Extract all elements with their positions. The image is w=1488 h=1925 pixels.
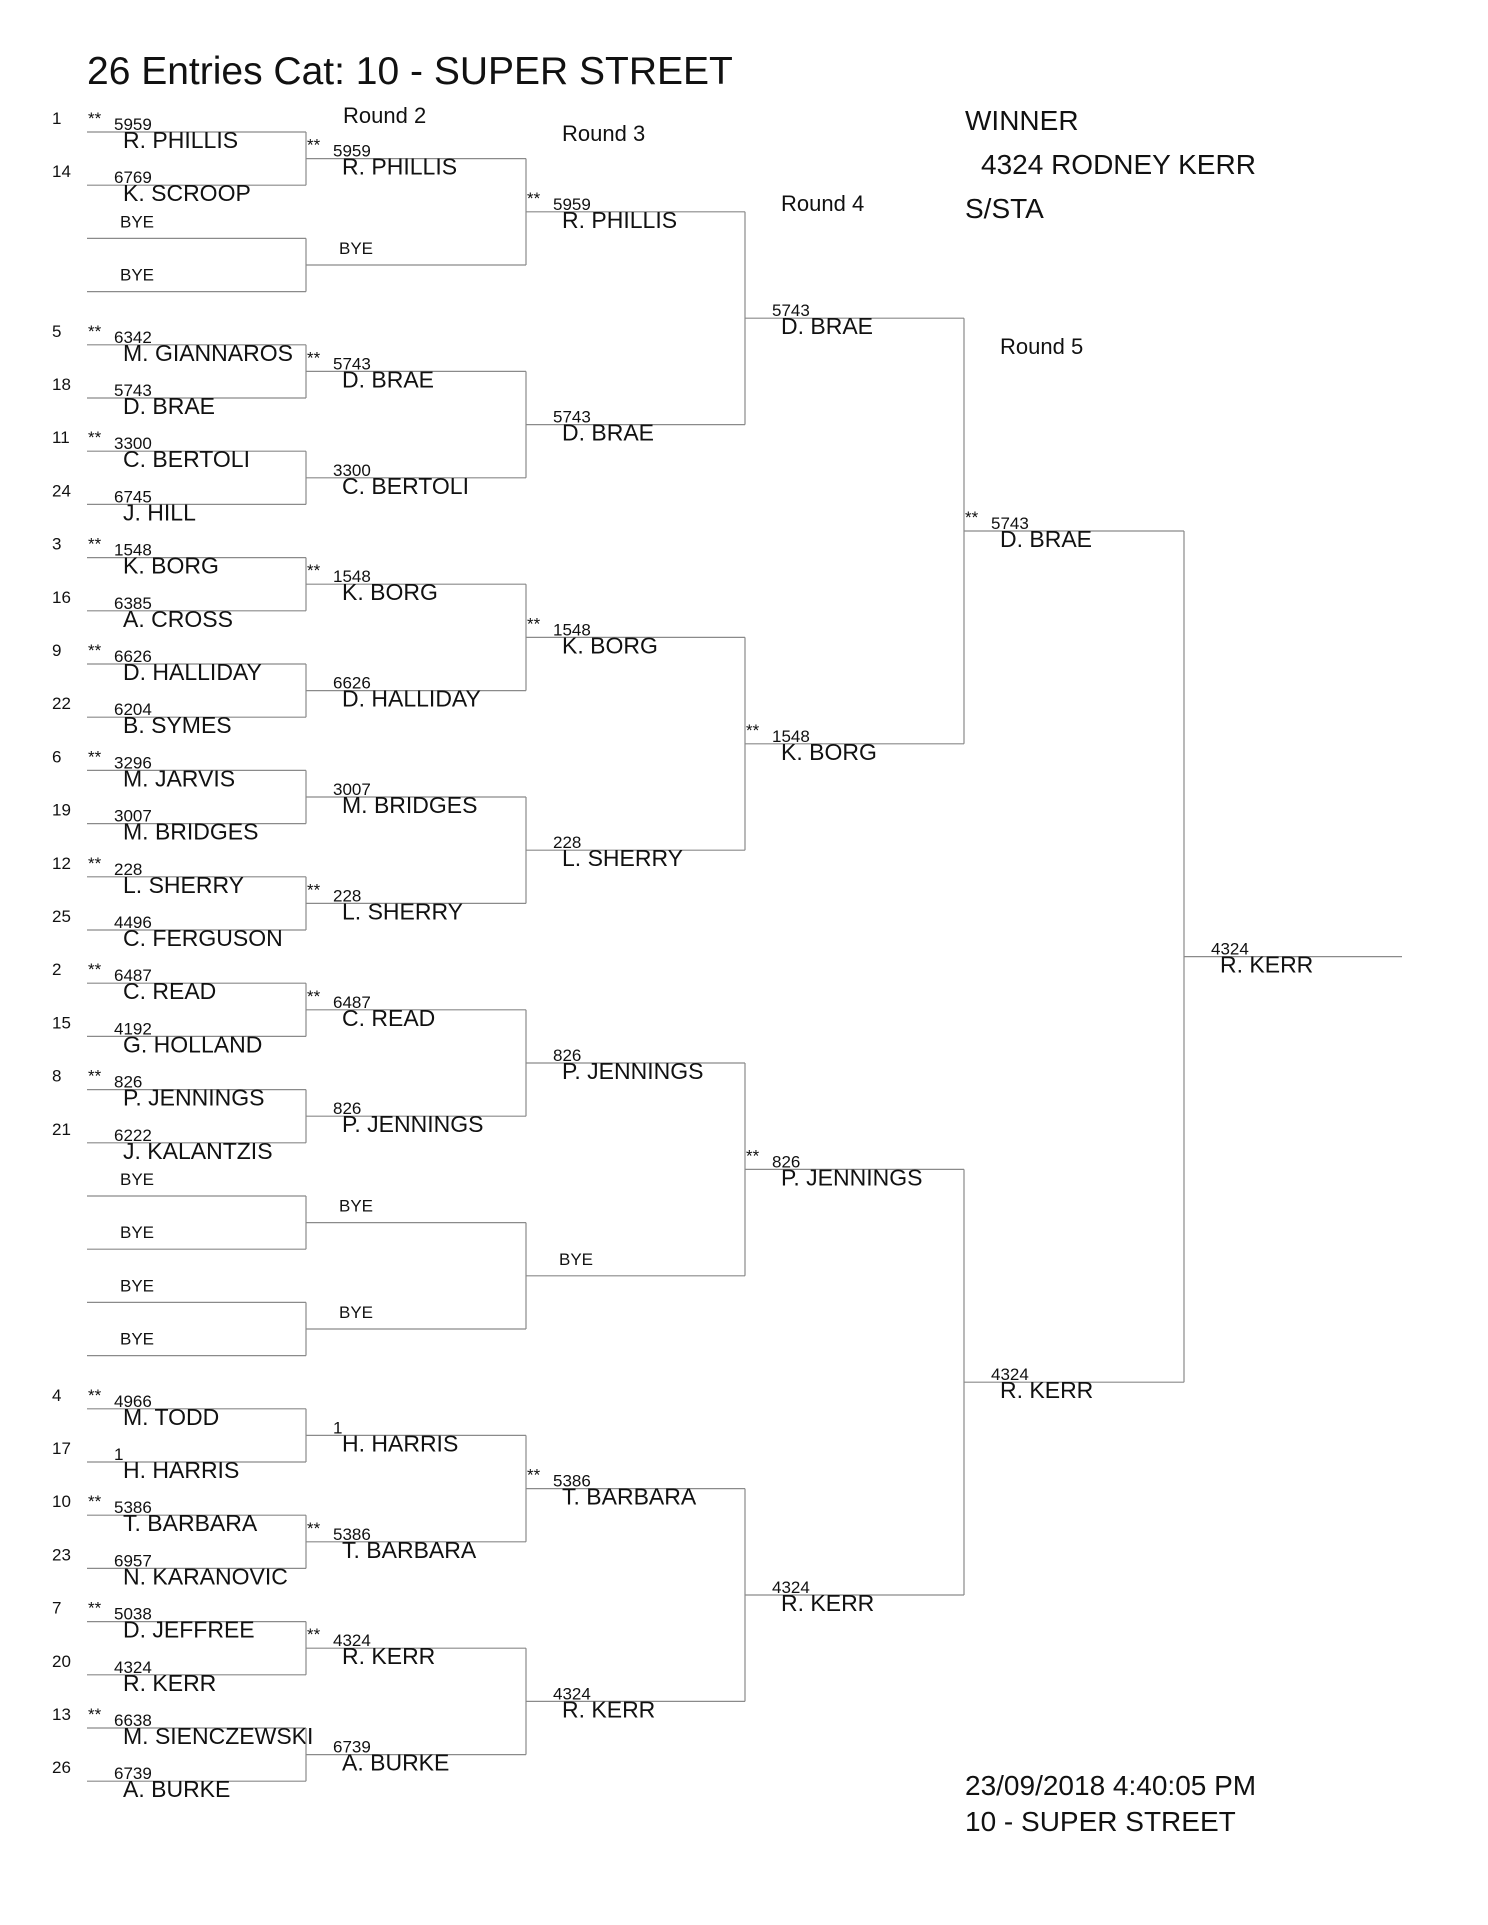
competitor-number: 4324 (114, 1657, 152, 1677)
competitor-name: K. SCROOP (123, 180, 251, 207)
seed-marker: ** (88, 960, 102, 980)
competitor-name: G. HOLLAND (123, 1031, 263, 1058)
competitor-number: 6342 (114, 327, 152, 347)
draw-position: 11 (52, 428, 70, 448)
seed-marker: ** (746, 1146, 760, 1166)
competitor-name: T. BARBARA (562, 1483, 697, 1510)
bye-entry: BYE (120, 1329, 155, 1349)
competitor-number: 6739 (114, 1764, 152, 1784)
competitor-name: A. BURKE (123, 1776, 231, 1803)
round-2-label: Round 2 (343, 103, 427, 128)
competitor-name: H. HARRIS (123, 1457, 240, 1483)
seed-marker: ** (746, 720, 760, 740)
competitor-number: 5386 (114, 1498, 152, 1518)
seed-marker: ** (88, 1598, 102, 1618)
competitor-number: 826 (114, 1072, 143, 1092)
draw-position: 19 (52, 800, 71, 820)
draw-position: 2 (52, 960, 62, 980)
competitor-number: 3300 (333, 460, 371, 480)
competitor-number: 1548 (772, 726, 810, 746)
draw-position: 26 (52, 1758, 71, 1778)
seed-marker: ** (307, 135, 321, 155)
competitor-number: 228 (553, 833, 582, 853)
competitor-name: D. BRAE (1000, 526, 1093, 552)
competitor-name: L. SHERRY (342, 898, 464, 925)
draw-position: 9 (52, 641, 62, 660)
competitor-name: M. JARVIS (123, 765, 236, 792)
competitor-name: R. KERR (123, 1669, 217, 1696)
competitor-name: M. BRIDGES (342, 792, 478, 818)
competitor-name: R. PHILLIS (562, 206, 678, 233)
competitor-number: 5038 (114, 1604, 152, 1624)
competitor-name: R. KERR (1000, 1377, 1094, 1404)
competitor-name: D. HALLIDAY (123, 659, 262, 685)
round-5-label: Round 5 (1000, 334, 1084, 359)
seed-marker: ** (965, 508, 979, 527)
competitor-number: 5959 (553, 194, 591, 214)
competitor-number: 3296 (114, 753, 152, 773)
seed-marker: ** (88, 321, 102, 341)
bye-entry: BYE (559, 1249, 594, 1269)
competitor-name: R. KERR (781, 1590, 875, 1616)
competitor-name: K. BORG (342, 579, 438, 606)
competitor-name: B. SYMES (123, 712, 232, 739)
draw-position: 23 (52, 1545, 71, 1565)
draw-position: 15 (52, 1013, 71, 1033)
competitor-name: P. JENNINGS (781, 1164, 923, 1191)
draw-position: 20 (52, 1651, 71, 1671)
footer-category: 10 - SUPER STREET (965, 1806, 1236, 1837)
competitor-name: C. BERTOLI (123, 446, 250, 473)
seed-marker: ** (527, 188, 541, 208)
competitor-number: 6769 (114, 168, 152, 188)
competitor-name: N. KARANOVIC (123, 1563, 288, 1590)
competitor-number: 6638 (114, 1711, 152, 1730)
seed-marker: ** (88, 1492, 102, 1512)
competitor-number: 5743 (772, 301, 810, 321)
footer-datetime: 23/09/2018 4:40:05 PM (965, 1770, 1257, 1801)
bye-entry: BYE (339, 1303, 374, 1322)
bye-entry: BYE (120, 1276, 155, 1296)
competitor-name: L. SHERRY (123, 871, 245, 898)
competitor-number: 5743 (114, 381, 152, 400)
competitor-number: 3007 (114, 806, 152, 826)
competitor-number: 6204 (114, 700, 152, 720)
draw-position: 1 (52, 109, 62, 128)
seed-marker: ** (307, 1518, 321, 1538)
competitor-name: M. SIENCZEWSKI (123, 1723, 314, 1749)
competitor-number: 826 (553, 1046, 582, 1065)
seed-marker: ** (527, 1465, 541, 1485)
winner-heading: WINNER (965, 105, 1079, 136)
competitor-number: 5743 (553, 407, 591, 427)
seed-marker: ** (307, 348, 321, 368)
winner-club: S/STA (965, 193, 1044, 224)
draw-position: 14 (52, 162, 71, 182)
competitor-name: P. JENNINGS (123, 1084, 265, 1111)
competitor-name: M. BRIDGES (123, 818, 259, 845)
bye-entry: BYE (120, 265, 155, 285)
seed-marker: ** (88, 853, 102, 873)
competitor-name: M. TODD (123, 1403, 220, 1430)
seed-marker: ** (88, 1385, 102, 1405)
seed-marker: ** (88, 109, 102, 128)
draw-position: 18 (52, 375, 71, 394)
competitor-name: A. BURKE (342, 1749, 450, 1776)
draw-position: 8 (52, 1066, 62, 1086)
draw-position: 5 (52, 321, 62, 341)
competitor-name: P. JENNINGS (342, 1111, 484, 1138)
competitor-name: D. HALLIDAY (342, 685, 481, 712)
draw-position: 4 (52, 1385, 62, 1405)
competitor-name: H. HARRIS (342, 1430, 459, 1457)
competitor-name: R. KERR (342, 1643, 436, 1670)
draw-position: 17 (52, 1439, 71, 1458)
competitor-name: D. JEFFREE (123, 1616, 255, 1643)
competitor-number: 4324 (772, 1578, 810, 1597)
competitor-name: P. JENNINGS (562, 1058, 704, 1084)
competitor-number: 4192 (114, 1019, 152, 1039)
competitor-number: 826 (772, 1152, 801, 1172)
competitor-number: 4324 (1211, 939, 1249, 959)
draw-position: 16 (52, 587, 71, 607)
seed-marker: ** (88, 641, 102, 660)
competitor-number: 6626 (333, 673, 371, 693)
competitor-number: 4324 (991, 1365, 1029, 1385)
draw-position: 10 (52, 1492, 71, 1512)
bye-entry: BYE (339, 1196, 374, 1216)
competitor-name: C. READ (123, 978, 217, 1005)
competitor-number: 5959 (114, 115, 152, 134)
competitor-name: T. BARBARA (342, 1536, 477, 1563)
competitor-name: R. KERR (1220, 951, 1314, 978)
competitor-number: 6487 (333, 992, 371, 1012)
draw-position: 6 (52, 747, 62, 767)
competitor-name: K. BORG (562, 632, 658, 659)
bye-entry: BYE (120, 1170, 155, 1189)
competitor-number: 4496 (114, 913, 152, 932)
competitor-number: 5386 (553, 1471, 591, 1491)
competitor-number: 1548 (333, 567, 371, 587)
draw-position: 25 (52, 907, 71, 926)
seed-marker: ** (88, 428, 102, 448)
competitor-number: 826 (333, 1099, 362, 1119)
competitor-name: M. GIANNAROS (123, 339, 293, 366)
competitor-number: 5386 (333, 1524, 371, 1544)
round-3-label: Round 3 (562, 121, 646, 146)
competitor-name: C. READ (342, 1004, 436, 1031)
competitor-name: R. PHILLIS (342, 153, 458, 180)
competitor-name: K. BORG (123, 552, 219, 579)
seed-marker: ** (88, 534, 102, 554)
competitor-number: 1548 (553, 620, 591, 640)
competitor-number: 6626 (114, 647, 152, 666)
competitor-number: 1 (333, 1418, 343, 1438)
competitor-number: 5743 (991, 514, 1029, 533)
bye-entry: BYE (339, 239, 374, 258)
round-4-label: Round 4 (781, 191, 865, 216)
draw-position: 13 (52, 1705, 71, 1724)
draw-position: 21 (52, 1119, 71, 1139)
competitor-number: 6739 (333, 1737, 371, 1757)
competitor-name: C. BERTOLI (342, 472, 469, 499)
competitor-number: 1 (114, 1445, 124, 1464)
seed-marker: ** (88, 747, 102, 767)
competitor-number: 3300 (114, 434, 152, 454)
competitor-number: 228 (114, 859, 143, 879)
seed-marker: ** (88, 1066, 102, 1086)
competitor-name: J. HILL (123, 499, 196, 526)
competitor-number: 1548 (114, 540, 152, 560)
competitor-name: T. BARBARA (123, 1510, 258, 1537)
competitor-number: 6385 (114, 593, 152, 613)
competitor-name: D. BRAE (123, 393, 216, 419)
bye-entry: BYE (120, 1223, 155, 1243)
competitor-name: D. BRAE (562, 419, 655, 446)
competitor-name: C. FERGUSON (123, 925, 283, 951)
seed-marker: ** (88, 1705, 102, 1724)
competitor-name: R. PHILLIS (123, 127, 239, 153)
competitor-name: R. KERR (562, 1696, 656, 1723)
competitor-number: 5743 (333, 354, 371, 374)
seed-marker: ** (307, 986, 321, 1006)
competitor-number: 228 (333, 886, 362, 906)
competitor-number: 4966 (114, 1391, 152, 1411)
competitor-name: D. BRAE (342, 366, 435, 393)
seed-marker: ** (307, 1625, 321, 1645)
competitor-name: K. BORG (781, 738, 877, 765)
winner-line: 4324 RODNEY KERR (981, 149, 1256, 180)
draw-position: 24 (52, 481, 71, 501)
draw-position: 7 (52, 1598, 62, 1618)
seed-marker: ** (307, 561, 321, 581)
competitor-name: D. BRAE (781, 313, 874, 340)
competitor-number: 6957 (114, 1551, 152, 1571)
draw-position: 3 (52, 534, 62, 554)
competitor-number: 6222 (114, 1125, 152, 1145)
competitor-number: 5959 (333, 141, 371, 161)
competitor-name: L. SHERRY (562, 845, 684, 872)
competitor-name: J. KALANTZIS (123, 1137, 273, 1164)
draw-position: 12 (52, 853, 71, 873)
competitor-number: 3007 (333, 780, 371, 799)
competitor-number: 6487 (114, 966, 152, 986)
competitor-number: 4324 (333, 1631, 371, 1651)
draw-position: 22 (52, 694, 71, 714)
competitor-number: 6745 (114, 487, 152, 507)
competitor-number: 4324 (553, 1684, 591, 1704)
seed-marker: ** (307, 880, 321, 900)
bye-entry: BYE (120, 212, 155, 232)
competitor-name: A. CROSS (123, 605, 233, 632)
seed-marker: ** (527, 614, 541, 634)
page-title: 26 Entries Cat: 10 - SUPER STREET (87, 50, 733, 93)
